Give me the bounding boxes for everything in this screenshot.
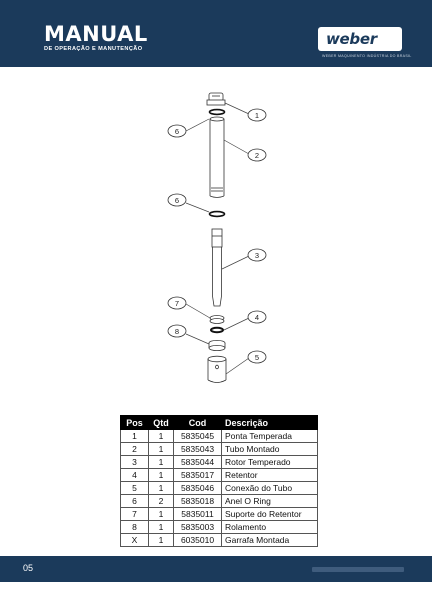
cell-descricao: Tubo Montado xyxy=(222,443,318,456)
part-rotor xyxy=(212,229,222,306)
callout-label: 5 xyxy=(254,353,260,362)
cell-descricao: Retentor xyxy=(222,469,318,482)
part-retainer-support xyxy=(210,316,224,324)
cell-qtd: 1 xyxy=(149,443,174,456)
cell-cod: 5835045 xyxy=(174,430,222,443)
cell-cod: 5835018 xyxy=(174,495,222,508)
cell-qtd: 1 xyxy=(149,456,174,469)
table-header-row xyxy=(121,416,318,430)
cell-qtd: 2 xyxy=(149,495,174,508)
cell-descricao: Anel O Ring xyxy=(222,495,318,508)
cell-descricao: Suporte do Retentor xyxy=(222,508,318,521)
cell-descricao: Conexão do Tubo xyxy=(222,482,318,495)
cell-pos: 5 xyxy=(121,482,149,495)
part-tube-connector xyxy=(208,356,226,382)
callout-label: 6 xyxy=(174,127,180,136)
cell-qtd: 1 xyxy=(149,534,174,547)
cell-cod: 5835003 xyxy=(174,521,222,534)
part-retainer xyxy=(211,328,223,332)
table-row xyxy=(121,508,318,521)
header-cod: Cod xyxy=(174,416,222,430)
logo-tagline: WEBER MAQUINENTO INDÚSTRIA DO BRASIL xyxy=(322,54,412,58)
cell-pos: X xyxy=(121,534,149,547)
cell-qtd: 1 xyxy=(149,469,174,482)
cell-pos: 2 xyxy=(121,443,149,456)
cell-descricao: Ponta Temperada xyxy=(222,430,318,443)
table-row xyxy=(121,495,318,508)
part-bearing xyxy=(209,340,225,350)
table-row xyxy=(121,456,318,469)
header-pos: Pos xyxy=(121,416,149,430)
part-oring-lower xyxy=(210,212,225,217)
manual-title: MANUAL xyxy=(44,22,148,46)
header-descricao: Descrição xyxy=(222,416,318,430)
callout-label: 7 xyxy=(174,299,180,308)
cell-cod: 5835044 xyxy=(174,456,222,469)
exploded-parts-diagram xyxy=(0,80,432,400)
cell-cod: 5835011 xyxy=(174,508,222,521)
cell-pos: 3 xyxy=(121,456,149,469)
callout-label: 1 xyxy=(254,111,260,120)
cell-cod: 5835017 xyxy=(174,469,222,482)
callout-label: 4 xyxy=(254,313,260,322)
table-row xyxy=(121,430,318,443)
cell-pos: 4 xyxy=(121,469,149,482)
cell-descricao: Rotor Temperado xyxy=(222,456,318,469)
callout-label: 6 xyxy=(174,196,180,205)
callout-label: 2 xyxy=(254,151,260,160)
manual-subtitle: DE OPERAÇÃO E MANUTENÇÃO xyxy=(44,46,143,52)
cell-qtd: 1 xyxy=(149,508,174,521)
logo-wordmark: weber mt xyxy=(326,30,377,68)
cell-qtd: 1 xyxy=(149,430,174,443)
table-row xyxy=(121,534,318,547)
cell-qtd: 1 xyxy=(149,482,174,495)
cell-cod: 5835043 xyxy=(174,443,222,456)
cell-cod: 6035010 xyxy=(174,534,222,547)
cell-pos: 6 xyxy=(121,495,149,508)
part-tip xyxy=(207,93,225,105)
callout-label: 8 xyxy=(174,327,180,336)
footer-website-link[interactable] xyxy=(312,567,404,572)
cell-qtd: 1 xyxy=(149,521,174,534)
cell-descricao: Rolamento xyxy=(222,521,318,534)
callout-label: 3 xyxy=(254,251,260,260)
page-number: 05 xyxy=(23,563,34,573)
part-oring-upper xyxy=(210,110,225,115)
header-qtd: Qtd xyxy=(149,416,174,430)
table-row xyxy=(121,482,318,495)
table-row xyxy=(121,469,318,482)
cell-pos: 7 xyxy=(121,508,149,521)
cell-pos: 1 xyxy=(121,430,149,443)
part-tube xyxy=(210,117,224,198)
table-row xyxy=(121,443,318,456)
cell-pos: 8 xyxy=(121,521,149,534)
cell-cod: 5835046 xyxy=(174,482,222,495)
table-row xyxy=(121,521,318,534)
parts-table xyxy=(120,415,318,547)
cell-descricao: Garrafa Montada xyxy=(222,534,318,547)
